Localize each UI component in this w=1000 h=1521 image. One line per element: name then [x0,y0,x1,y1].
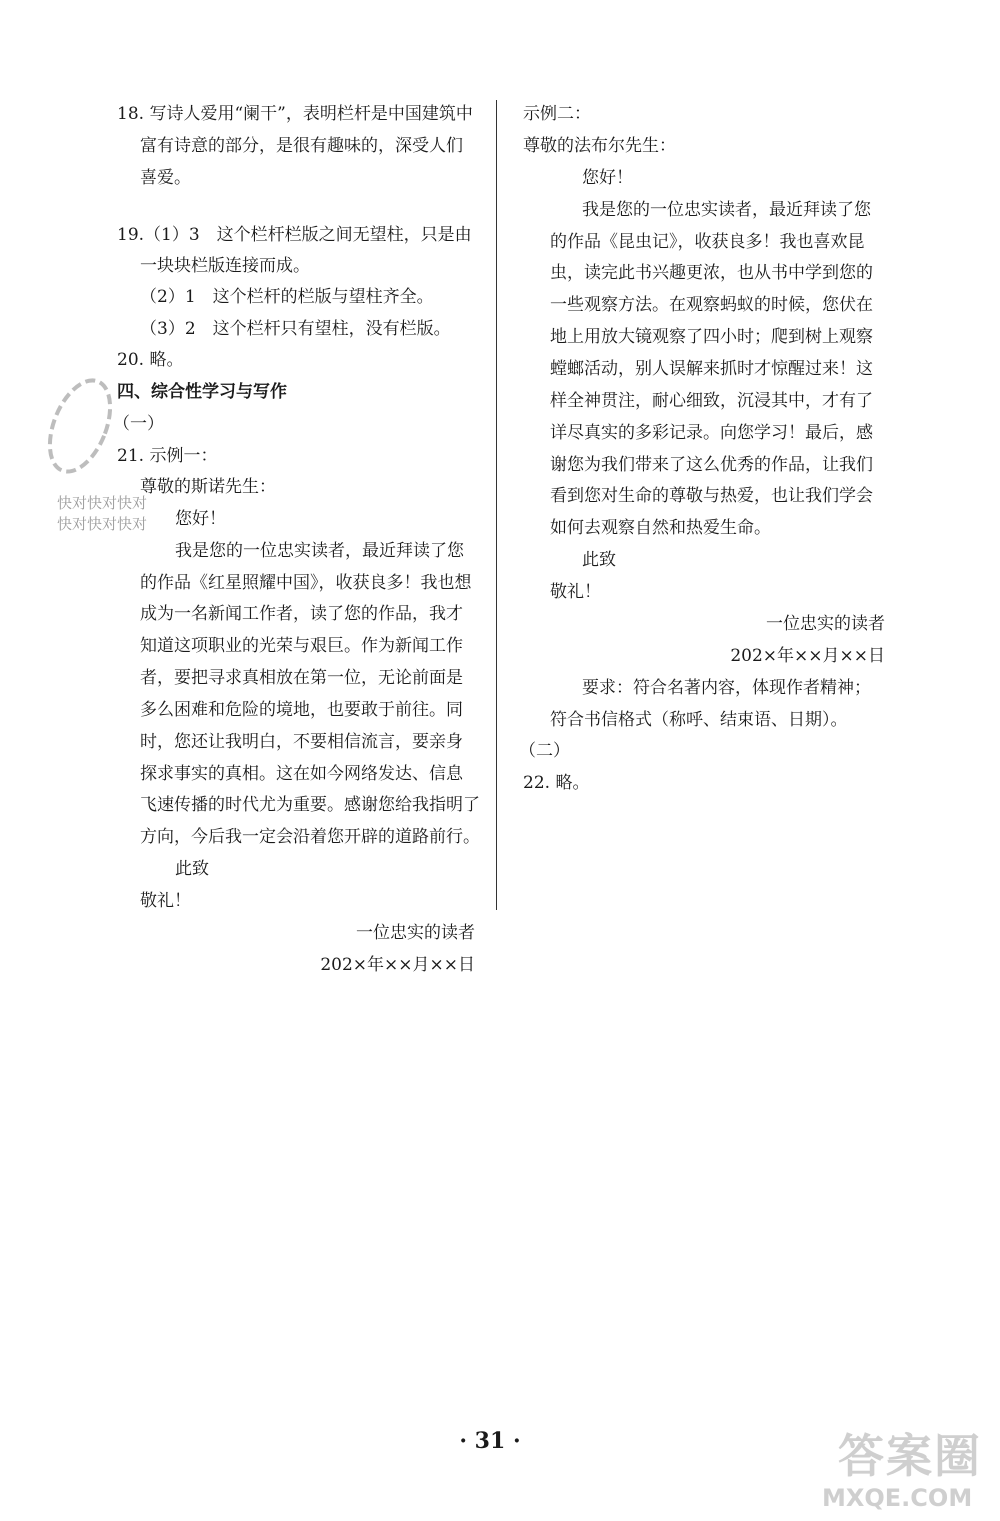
q18-line-1: 18. 写诗人爱用“阑干”，表明栏杆是中国建筑中 [117,104,473,124]
letter2-body-line: 详尽真实的多彩记录。向您学习！最后，感 [550,423,873,443]
letter1-body-line: 方向，今后我一定会沿着您开辟的道路前行。 [140,827,480,847]
column-divider [496,100,497,910]
letter2-body-line: 我是您的一位忠实读者，最近拜读了您 [582,200,871,220]
letter2-body-line: 一些观察方法。在观察蚂蚁的时候，您伏在 [550,295,873,315]
letter2-closing-1: 此致 [582,550,616,570]
requirement-line-1: 要求：符合名著内容，体现作者精神； [582,678,871,698]
letter2-signature: 一位忠实的读者 [766,614,885,634]
letter2-body-line: 看到您对生命的尊敬与热爱，也让我们学会 [550,486,873,506]
letter1-body-line: 探求事实的真相。这在如今网络发达、信息 [140,764,463,784]
q19-line-2: 一块块栏版连接而成。 [140,256,310,276]
letter1-greeting: 您好！ [175,509,226,529]
q20: 20. 略。 [117,350,184,370]
q19-line-3: （2）1 这个栏杆的栏版与望柱齐全。 [140,287,434,307]
letter1-body-line: 时，您还让我明白，不要相信流言，要亲身 [140,732,463,752]
letter2-greeting: 您好！ [582,168,633,188]
q18-line-3: 喜爱。 [140,168,191,188]
letter1-body-line: 的作品《红星照耀中国》，收获良多！我也想 [140,573,472,593]
letter1-body-line: 成为一名新闻工作者，读了您的作品，我才 [140,604,463,624]
site-logo-text: 答案圈 [838,1429,982,1483]
example2-label: 示例二： [523,104,591,124]
letter2-body-line: 虫，读完此书兴趣更浓，也从书中学到您的 [550,263,873,283]
watermark-text-2: 快对快对快对 [57,515,148,533]
letter1-body-line: 者，要把寻求真相放在第一位，无论前面是 [140,668,463,688]
section-heading: 四、综合性学习与写作 [117,382,287,402]
letter2-closing-2: 敬礼！ [550,582,601,602]
site-logo-url: MXQE.COM [822,1484,973,1512]
letter2-salutation: 尊敬的法布尔先生： [523,136,676,156]
letter2-body-line: 如何去观察自然和热爱生命。 [550,518,771,538]
letter1-closing-1: 此致 [175,859,209,879]
page-number: · 31 · [459,1428,521,1454]
letter2-body-line: 螳螂活动，别人误解来抓时才惊醒过来！这 [550,359,873,379]
letter1-body-line: 多么困难和危险的境地，也要敢于前往。同 [140,700,463,720]
q19-line-4: （3）2 这个栏杆只有望柱，没有栏版。 [140,319,451,339]
letter1-signature: 一位忠实的读者 [356,923,475,943]
letter1-salutation: 尊敬的斯诺先生： [140,477,276,497]
letter1-body-line: 我是您的一位忠实读者，最近拜读了您 [175,541,464,561]
letter2-date: 202×年××月××日 [730,646,885,666]
watermark-stamp-icon [40,368,112,480]
letter1-body-line: 飞速传播的时代尤为重要。感谢您给我指明了 [140,795,480,815]
letter2-body-line: 谢您为我们带来了这么优秀的作品，让我们 [550,455,873,475]
subsection-1: （一） [113,414,164,434]
watermark-text-1: 快对快对快对 [57,494,148,512]
letter2-body-line: 样全神贯注，耐心细致，沉浸其中，才有了 [550,391,873,411]
letter2-body-line: 地上用放大镜观察了四小时；爬到树上观察 [550,327,873,347]
letter1-body-line: 知道这项职业的光荣与艰巨。作为新闻工作 [140,636,463,656]
subsection-2: （二） [519,741,570,761]
q21-label: 21. 示例一： [117,446,218,466]
letter1-closing-2: 敬礼！ [140,891,191,911]
letter2-body-line: 的作品《昆虫记》，收获良多！我也喜欢昆 [550,232,865,252]
q22: 22. 略。 [523,773,590,793]
q19-line-1: 19.（1）3 这个栏杆栏版之间无望柱，只是由 [117,225,472,245]
requirement-line-2: 符合书信格式（称呼、结束语、日期）。 [550,710,848,730]
q18-line-2: 富有诗意的部分，是很有趣味的，深受人们 [140,136,463,156]
letter1-date: 202×年××月××日 [320,955,475,975]
